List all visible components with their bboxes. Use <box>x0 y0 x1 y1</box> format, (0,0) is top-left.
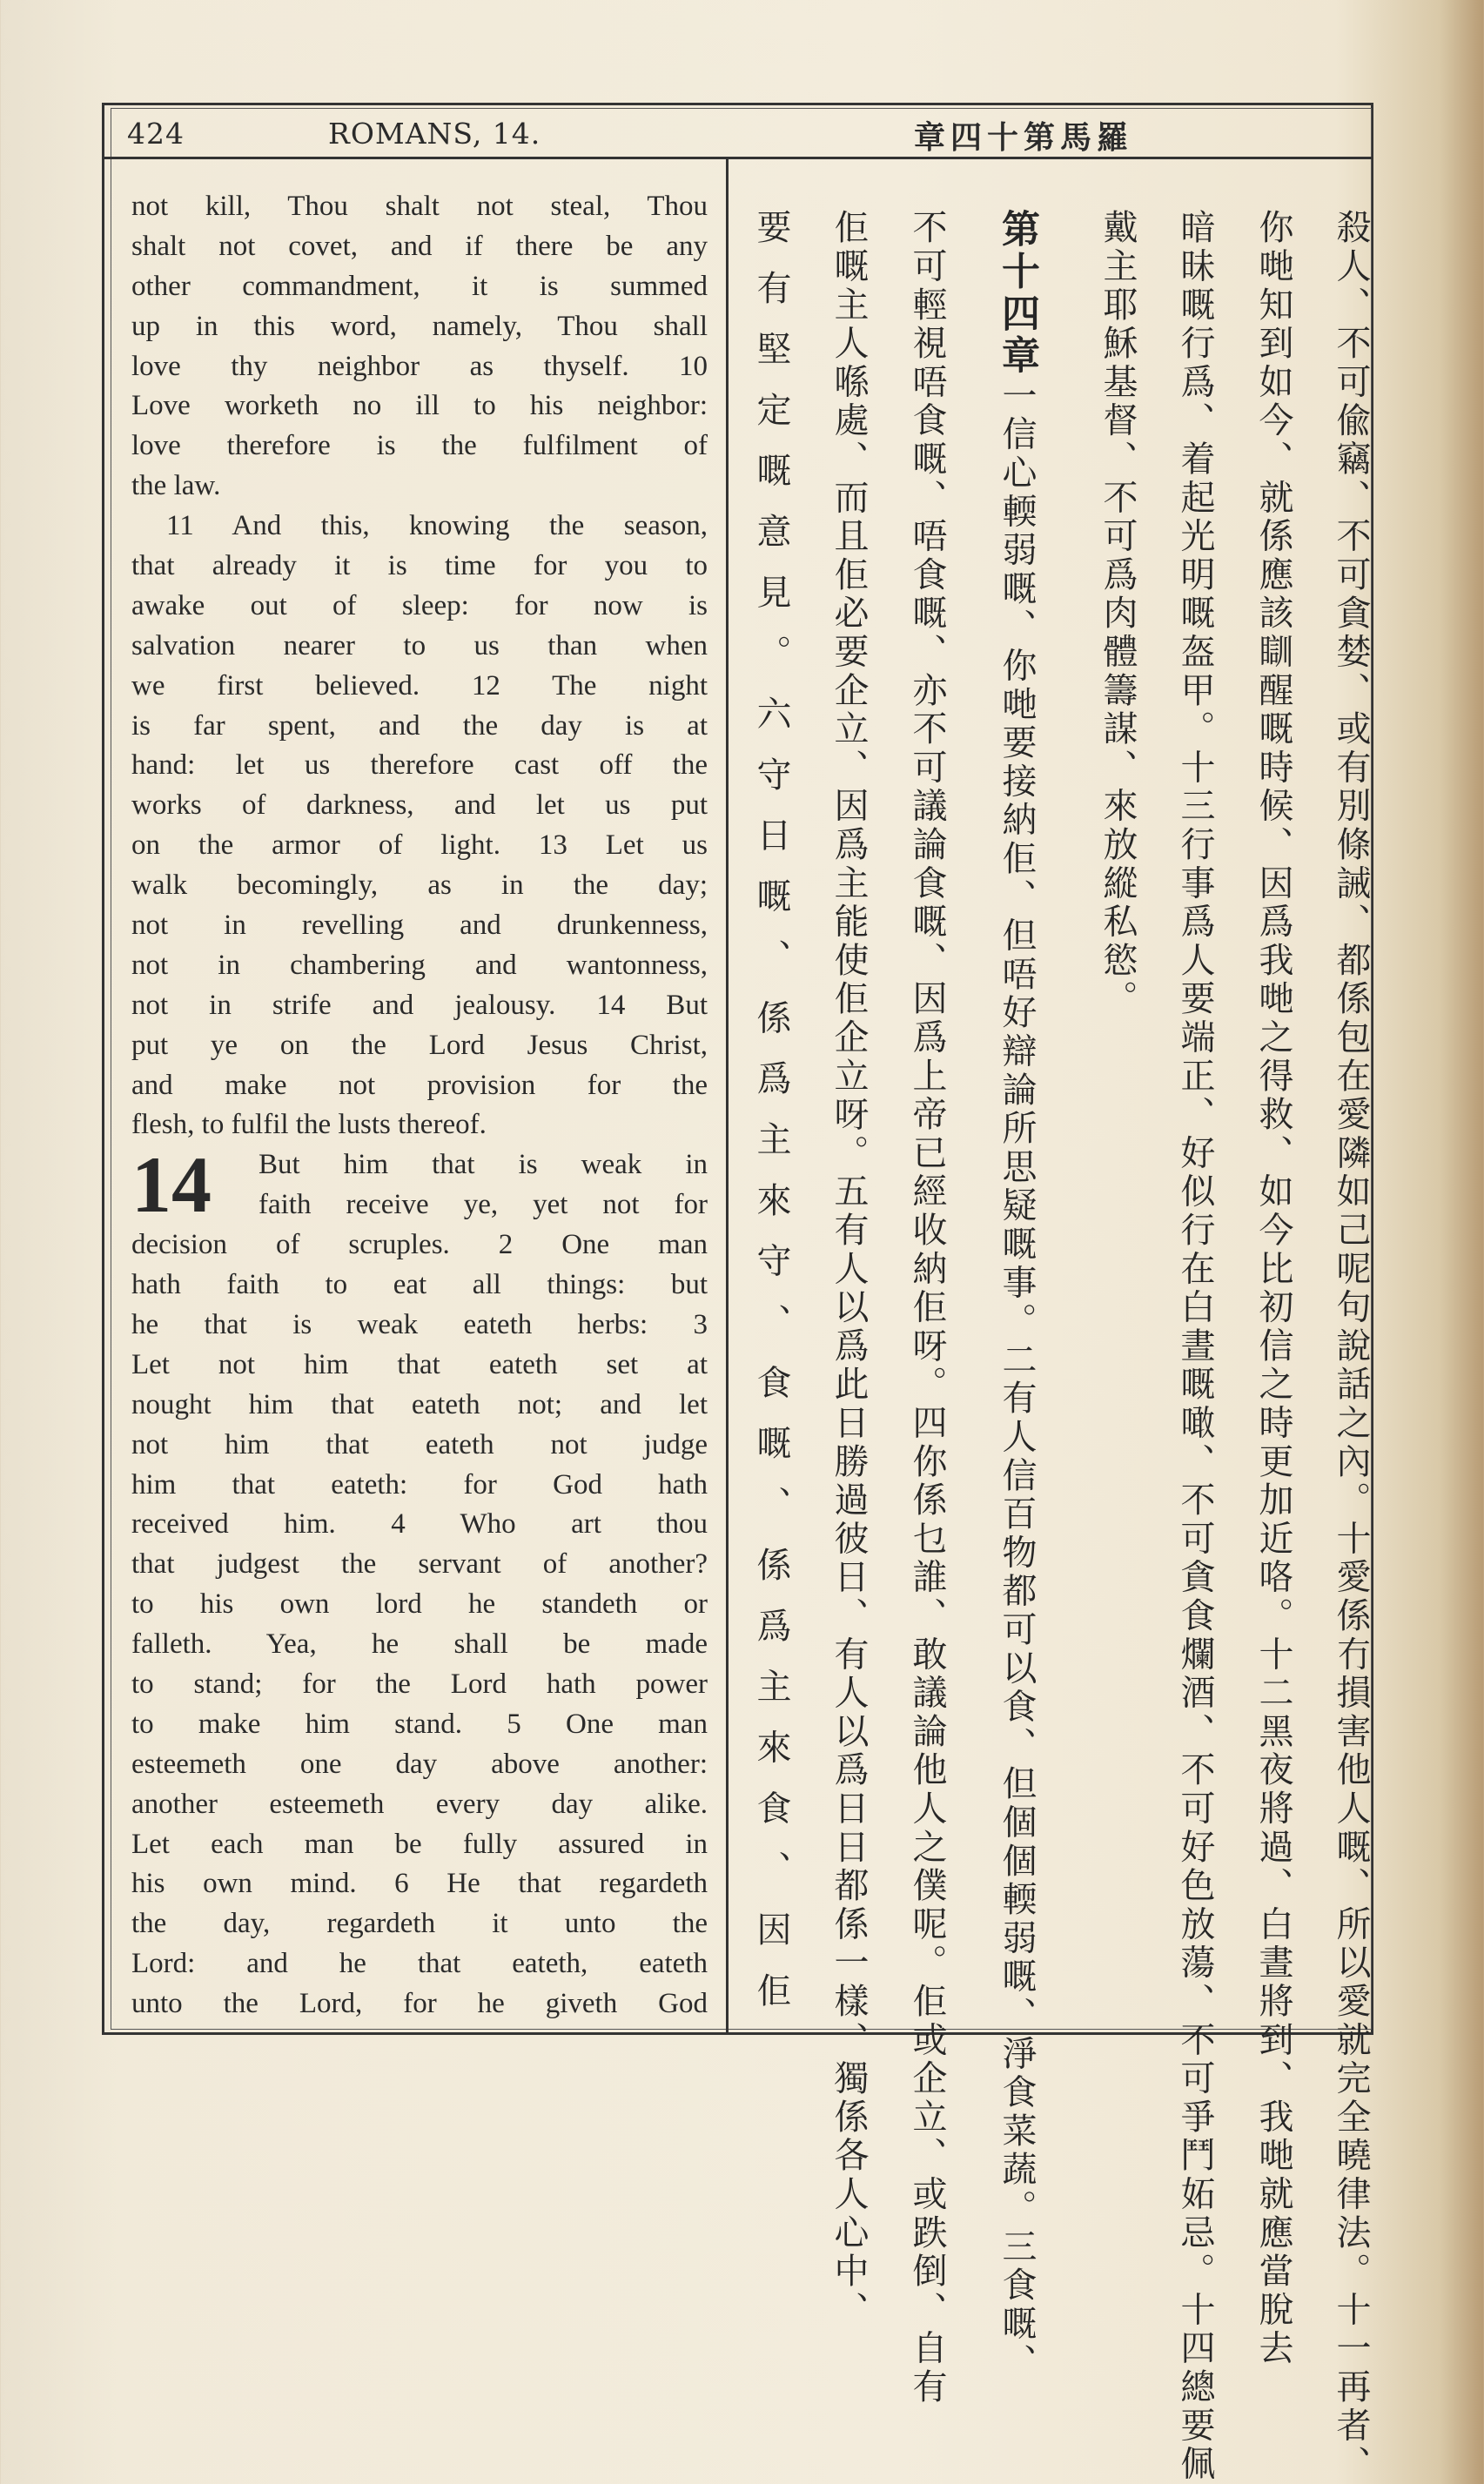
text-line: to his own lord he standeth or <box>131 1588 708 1621</box>
text-line: Let each man be fully assured in <box>131 1828 708 1860</box>
text-line: Lord: and he that eateth, eateth <box>131 1948 708 1980</box>
text-line: another esteemeth every day alike. <box>131 1788 708 1820</box>
text-line: not kill, Thou shalt not steal, Thou <box>131 191 708 222</box>
text-line: we first believed. 12 The night <box>131 669 708 702</box>
text-line: walk becomingly, as in the day; <box>131 869 708 902</box>
text-line: that already it is time for you to <box>131 550 708 582</box>
text-line: hath faith to eat all things: but <box>131 1269 708 1301</box>
text-line: flesh, to fulfil the lusts thereof. <box>131 1109 487 1141</box>
text-line: shalt not covet, and if there be any <box>131 230 708 262</box>
text-line: hand: let us therefore cast off the <box>131 749 708 782</box>
chinese-running-title: 章四十第馬羅 <box>914 120 1134 156</box>
text-line: decision of scruples. 2 One man <box>131 1229 708 1261</box>
chinese-column: 要有堅定嘅意見。六守日嘅、係爲主來守、食嘅、係爲主來食、因佢 <box>751 209 791 2011</box>
text-line: not in revelling and drunkenness, <box>131 910 708 942</box>
text-line: Love worketh no ill to his neighbor: <box>131 390 708 422</box>
text-line: love thy neighbor as thyself. 10 <box>131 350 708 382</box>
text-line: to stand; for the Lord hath power <box>131 1668 708 1700</box>
text-line: put ye on the Lord Jesus Christ, <box>131 1029 708 1061</box>
text-line: he that is weak eateth herbs: 3 <box>131 1308 708 1340</box>
text-line: his own mind. 6 He that regardeth <box>131 1868 708 1900</box>
running-title: ROMANS, 14. <box>328 117 541 151</box>
text-line: not in chambering and wantonness, <box>131 949 708 981</box>
text-line: salvation nearer to us than when <box>131 629 708 661</box>
text-line: not him that eateth not judge <box>131 1428 708 1460</box>
text-line: that judgest the servant of another? <box>131 1548 708 1581</box>
text-line: him that eateth: for God hath <box>131 1468 708 1500</box>
chapter-heading: 第十四章 <box>995 209 1039 378</box>
chinese-column-chapter-start <box>992 209 1041 2382</box>
text-line: the law. <box>131 470 221 502</box>
text-line: received him. 4 Who art thou <box>131 1508 708 1541</box>
chinese-column: 殺人、不可偸竊、不可貪婪、或有別條誡、都係包在愛隣如己呢句說話之內。十愛係冇損害他人嘅、所以愛就完全曉律法。十一再者、 <box>1331 209 1371 2484</box>
text-line: other commandment, it is summed <box>131 270 708 302</box>
chinese-column: 不可輕視唔食嘅、唔食嘅、亦不可議論食嘅、因爲上帝已經收納佢呀。四你係乜誰、敢議論他人之僕呢。佢或企立、或跌倒、自有 <box>907 209 947 2407</box>
column-divider <box>726 159 729 2035</box>
chinese-column: 戴主耶穌基督、不可爲肉體籌謀、來放縱私慾。 <box>1098 209 1138 1019</box>
text-line: nought him that eateth not; and let <box>131 1388 708 1420</box>
text-line: up in this word, namely, Thou shall <box>131 310 708 342</box>
text-line: not in strife and jealousy. 14 But <box>131 989 708 1021</box>
text-line: is far spent, and the day is at <box>131 709 708 742</box>
text-line: love therefore is the fulfilment of <box>131 430 708 462</box>
chinese-column: 你哋知到如今、就係應該瞓醒嘅時候、因爲我哋之得救、如今比初信之時更加近咯。十二黑夜將過、白晝將到、我哋就應當脫去 <box>1253 209 1293 2368</box>
text-line: Let not him that eateth set at <box>131 1348 708 1380</box>
text-line: esteemeth one day above another: <box>131 1748 708 1780</box>
text-line: falleth. Yea, he shall be made <box>131 1628 708 1661</box>
text-line: unto the Lord, for he giveth God <box>131 1988 708 2020</box>
page-number: 424 <box>127 117 185 151</box>
verse-number: 一 <box>997 377 1037 416</box>
chinese-column: 佢嘅主人喺處、而且佢必要企立、因爲主能使佢企立呀。五有人以爲此日勝過彼日、有人以爲日日都係一樣、獨係各人心中、 <box>829 209 869 2330</box>
text-line: on the armor of light. 13 Let us <box>131 829 708 862</box>
text-line: faith receive ye, yet not for <box>259 1189 708 1221</box>
english-text-column <box>131 187 708 2024</box>
text-line: the day, regardeth it unto the <box>131 1908 708 1940</box>
chapter-drop-numeral: 14 <box>131 1140 212 1229</box>
text-line: works of darkness, and let us put <box>131 789 708 822</box>
header-rule <box>102 157 1373 159</box>
text-line: 11 And this, knowing the season, <box>166 510 708 542</box>
text-line: awake out of sleep: for now is <box>131 589 708 621</box>
chinese-text: 信心輭弱嘅、你哋要接納佢、但唔好辯論所思疑嘅事。二有人信百物都可以食、但個個輭弱嘅、淨食菜蔬。三食嘅、 <box>997 415 1037 2382</box>
text-line: But him that is weak in <box>259 1149 708 1181</box>
chinese-column: 暗昧嘅行爲、着起光明嘅盔甲。十三行事爲人要端正、好似行在白晝嘅噉、不可貪食爛酒、不可好色放蕩、不可爭鬥妬忌。十四總要佩 <box>1175 209 1215 2484</box>
text-line: and make not provision for the <box>131 1069 708 1101</box>
text-line: to make him stand. 5 One man <box>131 1708 708 1740</box>
